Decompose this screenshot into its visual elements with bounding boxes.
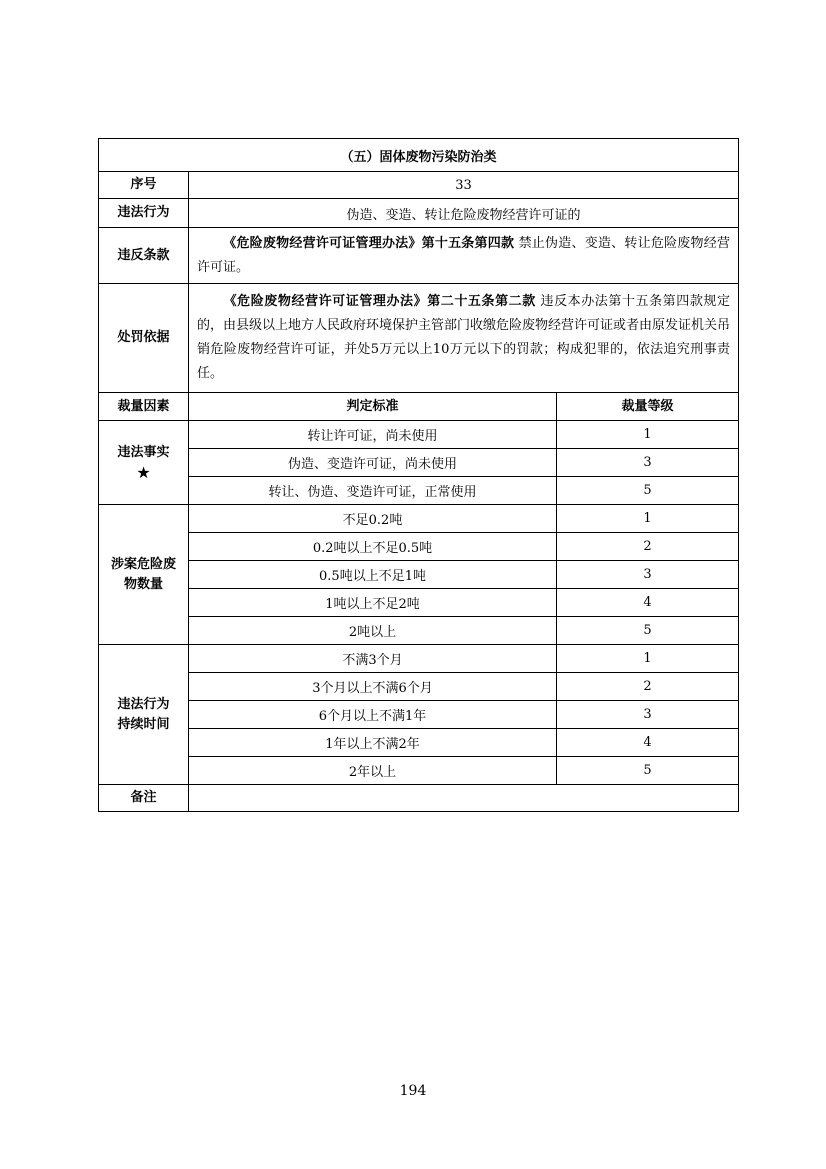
standard-cell: 1吨以上不足2吨 — [189, 589, 557, 617]
violation-value: 伪造、变造、转让危险废物经营许可证的 — [189, 199, 739, 228]
factor-label-line: 物数量 — [123, 576, 163, 592]
factor-label — [99, 645, 189, 785]
page-number: 194 — [399, 1083, 427, 1099]
basis-label: 处罚依据 — [99, 284, 189, 393]
standard-cell: 0.5吨以上不足1吨 — [189, 561, 557, 589]
factor-label — [99, 505, 189, 645]
remark-value — [189, 785, 739, 812]
level-cell: 5 — [557, 617, 739, 645]
level-cell: 4 — [557, 729, 739, 757]
factor-label-line: 违法行为 — [117, 696, 170, 712]
level-cell: 4 — [557, 589, 739, 617]
table-row — [99, 673, 739, 701]
factor-label-line: 持续时间 — [117, 716, 170, 732]
level-cell: 3 — [557, 449, 739, 477]
table-row — [99, 561, 739, 589]
level-cell: 5 — [557, 477, 739, 505]
seq-label: 序号 — [99, 172, 189, 199]
level-cell: 2 — [557, 533, 739, 561]
table-row — [99, 477, 739, 505]
standard-cell: 0.2吨以上不足0.5吨 — [189, 533, 557, 561]
table-row — [99, 645, 739, 673]
factor-label-line: 违法事实 — [117, 444, 170, 460]
table-row — [99, 729, 739, 757]
standard-cell: 2年以上 — [189, 757, 557, 785]
basis-content — [189, 284, 739, 393]
table-row — [99, 701, 739, 729]
standard-cell: 3个月以上不满6个月 — [189, 673, 557, 701]
clause-ref: 《危险废物经营许可证管理办法》第十五条第四款 — [223, 235, 515, 251]
penalty-discretion-table — [98, 138, 739, 812]
remark-label: 备注 — [99, 785, 189, 812]
standard-cell: 转让许可证，尚未使用 — [189, 421, 557, 449]
factor-label — [99, 421, 189, 505]
level-cell: 1 — [557, 645, 739, 673]
standard-cell: 2吨以上 — [189, 617, 557, 645]
table-row — [99, 589, 739, 617]
standard-cell: 1年以上不满2年 — [189, 729, 557, 757]
header-standard: 判定标准 — [189, 393, 557, 421]
standard-cell: 不满3个月 — [189, 645, 557, 673]
basis-ref: 《危险废物经营许可证管理办法》第二十五条第二款 — [223, 294, 536, 309]
level-cell: 1 — [557, 421, 739, 449]
clause-label: 违反条款 — [99, 228, 189, 284]
star-icon: ★ — [136, 462, 151, 482]
level-cell: 3 — [557, 561, 739, 589]
clause-text: 禁止伪造、变造、转让危险废物经营许可证。 — [197, 235, 730, 275]
table-row — [99, 757, 739, 785]
factor-label-line: 涉案危险废 — [110, 556, 176, 572]
level-cell: 2 — [557, 673, 739, 701]
table-row — [99, 533, 739, 561]
standard-cell: 不足0.2吨 — [189, 505, 557, 533]
clause-content — [189, 228, 739, 284]
table-row — [99, 421, 739, 449]
header-factor: 裁量因素 — [99, 393, 189, 421]
header-level: 裁量等级 — [557, 393, 739, 421]
level-cell: 5 — [557, 757, 739, 785]
table-title: （五）固体废物污染防治类 — [99, 139, 739, 172]
violation-label: 违法行为 — [99, 199, 189, 228]
basis-text: 违反本办法第十五条第四款规定的，由县级以上地方人民政府环境保护主管部门收缴危险废物经营许可证或者由原发证机关吊销危险废物经营许可证，并处5万元以上10万元以下的罚款；构成犯罪的，依法追究刑事责任。 — [197, 294, 731, 381]
standard-cell: 伪造、变造许可证，尚未使用 — [189, 449, 557, 477]
level-cell: 1 — [557, 505, 739, 533]
standard-cell: 6个月以上不满1年 — [189, 701, 557, 729]
level-cell: 3 — [557, 701, 739, 729]
standard-cell: 转让、伪造、变造许可证，正常使用 — [189, 477, 557, 505]
table-row — [99, 449, 739, 477]
table-row — [99, 505, 739, 533]
seq-value: 33 — [189, 172, 739, 199]
table-row — [99, 617, 739, 645]
